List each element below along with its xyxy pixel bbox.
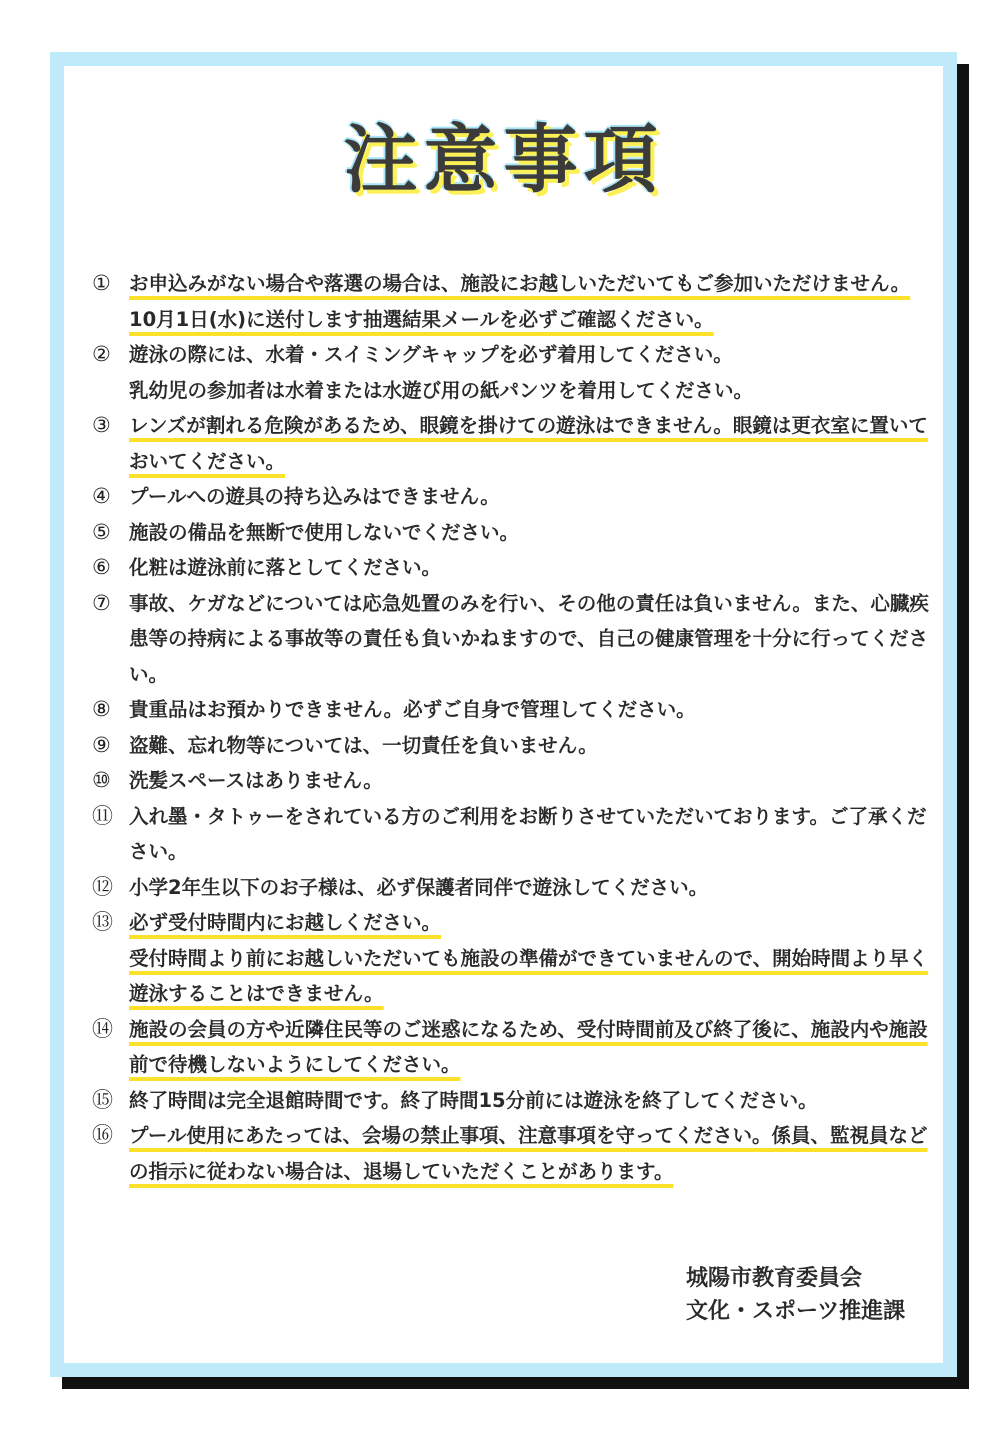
note-text: 施設の備品を無断で使用しないでください。: [129, 520, 520, 544]
signature-department: 文化・スポーツ推進課: [686, 1299, 906, 1324]
note-item: [92, 550, 932, 586]
note-line: [129, 479, 932, 515]
note-item: [92, 586, 932, 693]
note-text: 事故、ケガなどについては応急処置のみを行い、その他の責任は負いません。また、心臓疾患等の持病による事故等の責任も負いかねますので、自己の健康管理を十分に行ってください。: [129, 591, 929, 686]
note-line: [129, 337, 932, 373]
note-line: [129, 550, 932, 586]
note-number: ①: [92, 271, 111, 295]
note-text: 小学2年生以下のお子様は、必ず保護者同伴で遊泳してください。: [129, 875, 709, 899]
note-line: [129, 266, 932, 337]
note-item: [92, 515, 932, 551]
note-text-highlighted: 施設の会員の方や近隣住民等のご迷惑になるため、受付時間前及び終了後に、施設内や施設前で待機しないようにしてください。: [129, 1017, 928, 1076]
note-text-highlighted: レンズが割れる危険があるため、眼鏡を掛けての遊泳はできません。眼鏡は更衣室に置いておいてください。: [129, 414, 928, 473]
note-number: ⑦: [92, 590, 111, 615]
note-line: [129, 1012, 932, 1083]
note-number: ④: [92, 484, 111, 508]
note-line: [129, 941, 932, 1012]
note-line: [129, 692, 932, 728]
note-number: ③: [92, 413, 111, 437]
note-number: ②: [92, 342, 111, 366]
note-line: [129, 870, 932, 906]
note-line: [129, 905, 932, 941]
note-number: ⑤: [92, 519, 111, 544]
note-item: [92, 337, 932, 408]
note-line: [129, 1118, 932, 1189]
note-text: プールへの遊具の持ち込みはできません。: [129, 485, 500, 508]
note-item: [92, 763, 932, 799]
note-line: [129, 373, 932, 409]
note-item: [92, 870, 932, 906]
note-text-highlighted: 必ず受付時間内にお越しください。: [129, 911, 442, 934]
note-text: 終了時間は完全退館時間です。終了時間15分前には遊泳を終了してください。: [129, 1088, 818, 1112]
note-number: ⑥: [92, 555, 111, 579]
note-item: [92, 728, 932, 764]
page-title: 注意事項: [343, 117, 664, 203]
note-line: [129, 515, 932, 551]
note-item: [92, 799, 932, 870]
note-item: [92, 266, 932, 337]
note-item: [92, 905, 932, 1012]
note-number: ⑩: [92, 768, 111, 792]
note-number: ⑮: [92, 1087, 113, 1112]
signature-block: [686, 1262, 926, 1328]
note-text: 盗難、忘れ物等については、一切責任を負いません。: [129, 733, 598, 757]
note-text: 遊泳の際には、水着・スイミングキャップを必ず着用してください。: [129, 343, 733, 366]
note-text: 乳幼児の参加者は水着または水遊び用の紙パンツを着用してください。: [129, 378, 754, 402]
note-text: 化粧は遊泳前に落としてください。: [129, 556, 442, 579]
note-item: [92, 692, 932, 728]
note-item: [92, 1083, 932, 1119]
note-number: ⑧: [92, 697, 111, 721]
signature-organization: 城陽市教育委員会: [686, 1266, 863, 1291]
note-item: [92, 1012, 932, 1083]
note-line: [129, 799, 932, 870]
note-line: [129, 1083, 932, 1119]
note-number: ⑨: [92, 732, 111, 757]
note-line: [129, 763, 932, 799]
note-item: [92, 1118, 932, 1189]
note-text: 入れ墨・タトゥーをされている方のご利用をお断りさせていただいております。ご了承ください。: [129, 804, 927, 863]
note-number: ⑫: [92, 874, 113, 899]
note-item: [92, 479, 932, 515]
note-text-highlighted: お申込みがない場合や落選の場合は、施設にお越しいただいてもご参加いただけません。10月1日(水)に送付します抽選結果メールを必ずご確認ください。: [129, 272, 911, 331]
note-number: ⑬: [92, 910, 113, 934]
note-number: ⑯: [92, 1123, 113, 1147]
note-number: ⑭: [92, 1016, 113, 1041]
note-item: [92, 408, 932, 479]
note-line: [129, 586, 932, 693]
note-line: [129, 728, 932, 764]
note-text-highlighted: 受付時間より前にお越しいただいても施設の準備ができていませんので、開始時間より早く遊泳することはできません。: [129, 946, 929, 1005]
note-text: 貴重品はお預かりできません。必ずご自身で管理してください。: [129, 698, 696, 721]
note-number: ⑪: [92, 803, 113, 828]
note-line: [129, 408, 932, 479]
notes-list: [92, 266, 932, 1189]
note-text: 洗髪スペースはありません。: [129, 769, 383, 792]
note-text-highlighted: プール使用にあたっては、会場の禁止事項、注意事項を守ってください。係員、監視員などの指示に従わない場合は、退場していただくことがあります。: [129, 1124, 928, 1183]
